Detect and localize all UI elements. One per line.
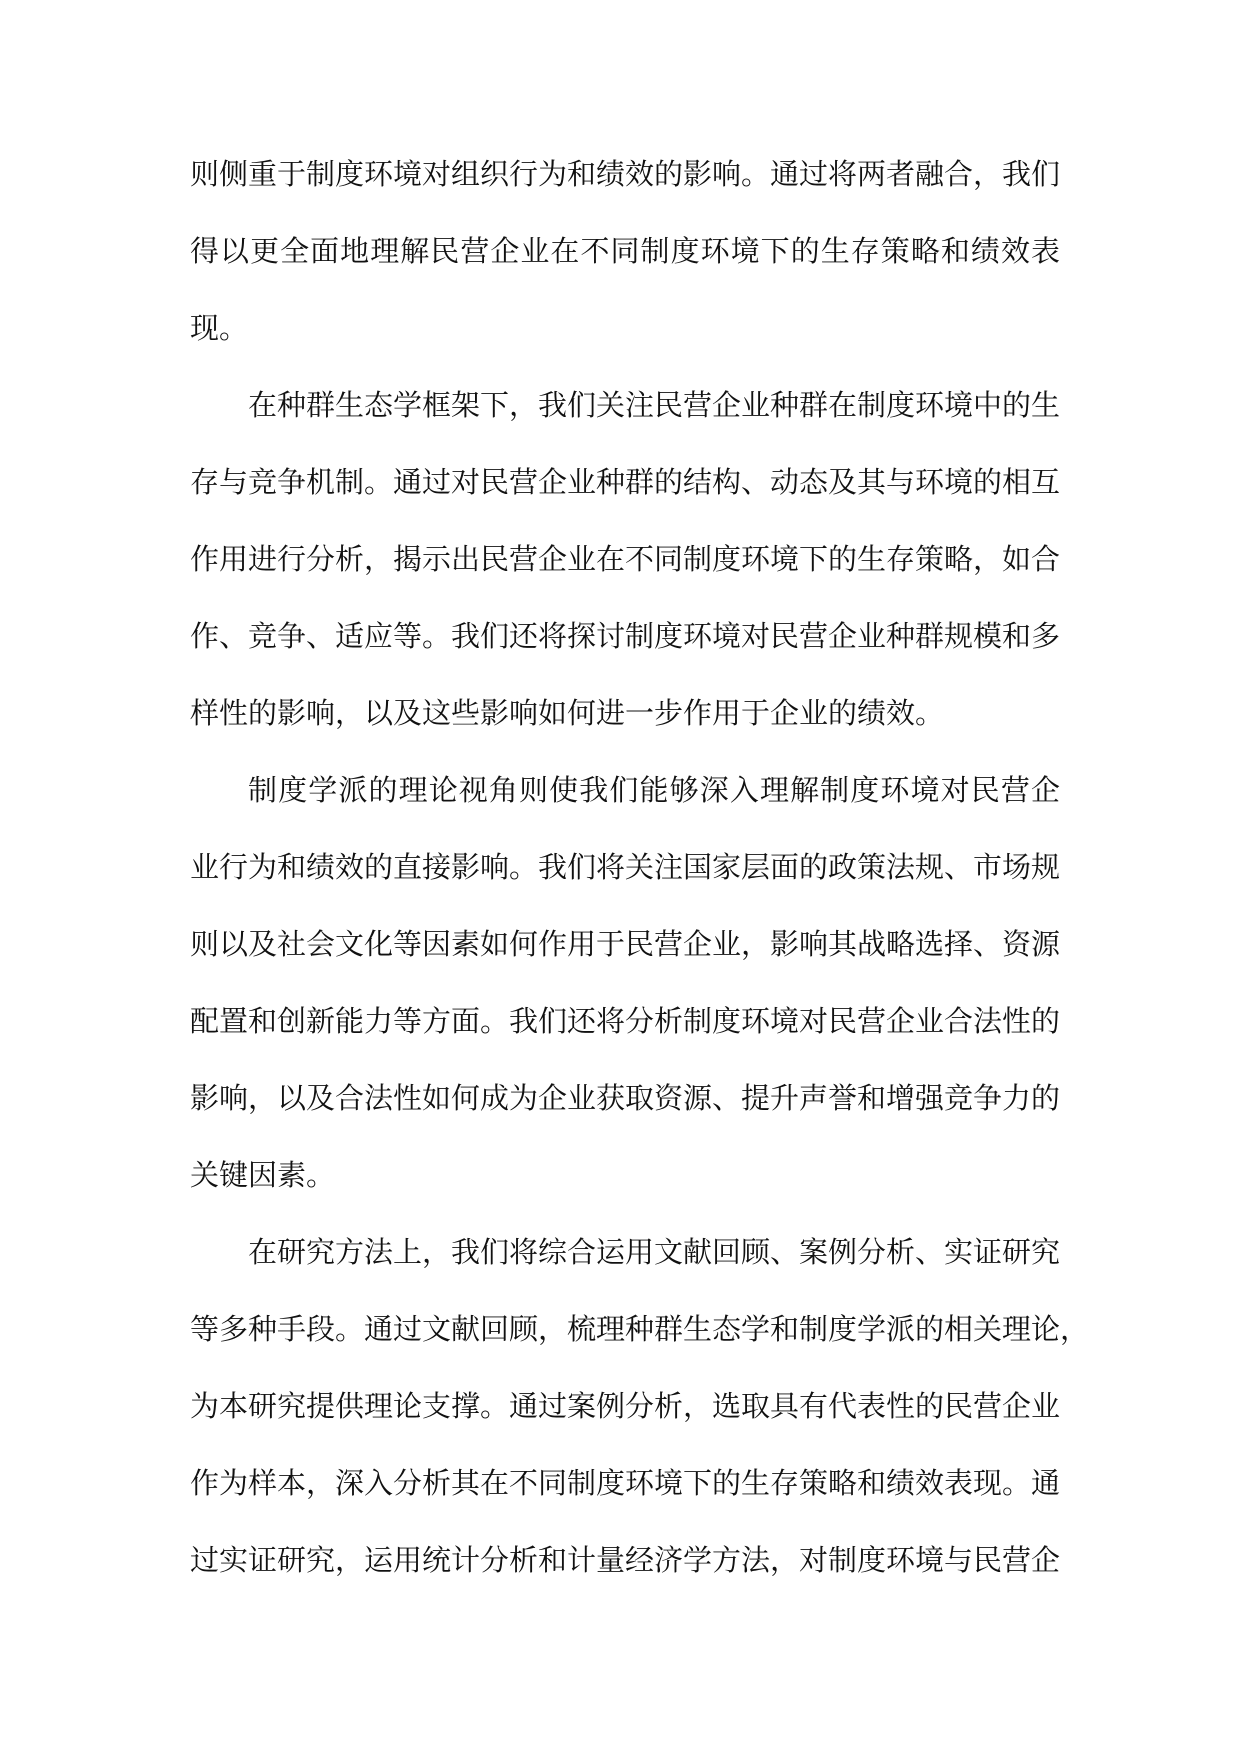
text-line: 作、竞争、适应等。我们还将探讨制度环境对民营企业种群规模和多	[190, 619, 1061, 653]
text-line: 配置和创新能力等方面。我们还将分析制度环境对民营企业合法性的	[190, 1004, 1061, 1038]
text-line: 样性的影响，以及这些影响如何进一步作用于企业的绩效。	[190, 696, 945, 730]
text-line: 等多种手段。通过文献回顾，梳理种群生态学和制度学派的相关理论，	[190, 1312, 1090, 1346]
text-line: 在研究方法上，我们将综合运用文献回顾、案例分析、实证研究	[248, 1235, 1061, 1269]
text-line: 过实证研究，运用统计分析和计量经济学方法，对制度环境与民营企	[190, 1543, 1061, 1577]
text-line: 作为样本，深入分析其在不同制度环境下的生存策略和绩效表现。通	[190, 1466, 1061, 1500]
text-line: 则侧重于制度环境对组织行为和绩效的影响。通过将两者融合，我们	[190, 157, 1061, 191]
text-line: 存与竞争机制。通过对民营企业种群的结构、动态及其与环境的相互	[190, 465, 1061, 499]
text-line: 为本研究提供理论支撑。通过案例分析，选取具有代表性的民营企业	[190, 1389, 1061, 1423]
text-line: 关键因素。	[190, 1158, 336, 1192]
text-line: 在种群生态学框架下，我们关注民营企业种群在制度环境中的生	[248, 388, 1061, 422]
text-line: 作用进行分析，揭示出民营企业在不同制度环境下的生存策略，如合	[190, 542, 1061, 576]
text-line: 则以及社会文化等因素如何作用于民营企业，影响其战略选择、资源	[190, 927, 1061, 961]
text-line: 得以更全面地理解民营企业在不同制度环境下的生存策略和绩效表	[190, 234, 1060, 268]
text-line: 业行为和绩效的直接影响。我们将关注国家层面的政策法规、市场规	[190, 850, 1061, 884]
text-line: 影响，以及合法性如何成为企业获取资源、提升声誉和增强竞争力的	[190, 1081, 1061, 1115]
text-line: 制度学派的理论视角则使我们能够深入理解制度环境对民营企	[248, 773, 1060, 807]
text-line: 现。	[190, 311, 249, 345]
body-text	[190, 136, 1090, 1599]
